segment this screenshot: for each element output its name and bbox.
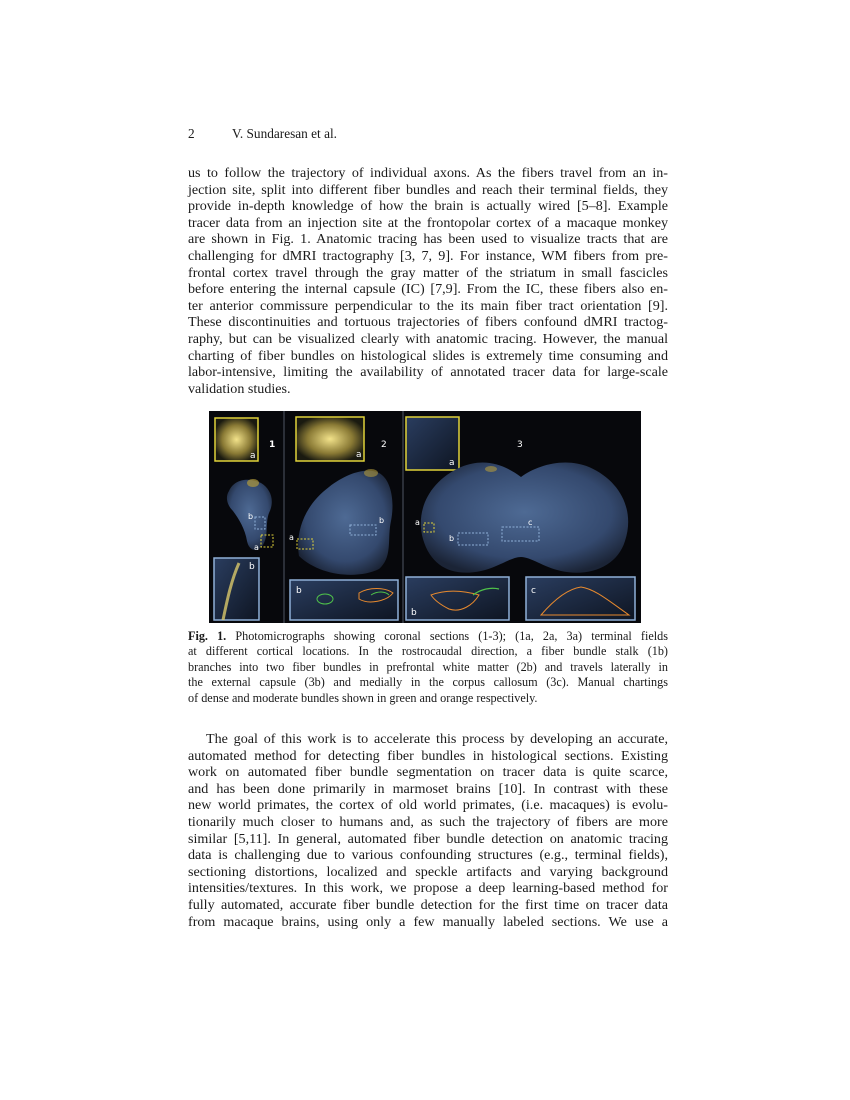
- inset-label: a: [449, 458, 455, 468]
- text-line: tionarily much closer to humans and, as such the trajectory of fibers are more: [188, 813, 668, 830]
- panel-divider: [283, 411, 285, 623]
- text-line: jection site, split into different fiber bundles and reach their terminal fields, they: [188, 181, 668, 198]
- running-header: [188, 126, 337, 142]
- inset-label: a: [356, 450, 362, 460]
- box-label: b: [379, 516, 385, 525]
- panel-number: 1: [269, 440, 276, 450]
- text-line: new world primates, the cortex of old world primates, (i.e. macaques) is evolu-: [188, 797, 668, 814]
- box-label: a: [254, 543, 259, 552]
- text-line: us to follow the trajectory of individual axons. As the fibers travel from an in-: [188, 165, 668, 181]
- box-label: a: [415, 518, 420, 527]
- text-line: challenging for dMRI tractography [3, 7, 9]. For instance, WM fibers from pre-: [188, 247, 668, 264]
- figure-1-svg: [209, 411, 641, 623]
- caption-line: of dense and moderate bundles shown in green and orange respectively.: [188, 690, 538, 705]
- text-line: frontal cortex travel through the gray matter of the striatum in small fascicles: [188, 264, 668, 281]
- inset-label: b: [296, 586, 302, 596]
- text-line: provide in-depth knowledge of how the brain is actually wired [5–8]. Example: [188, 198, 668, 215]
- text-line: sectioning distortions, localized and speckle artifacts and varying background: [188, 863, 668, 880]
- figure-1-caption: [188, 629, 668, 706]
- caption-line: at different cortical locations. In the rostrocaudal direction, a fiber bundle stalk (1b): [188, 644, 668, 659]
- text-line: work on automated fiber bundle segmentation on tracer data is quite scarce,: [188, 764, 668, 781]
- text-line: raphy, but can be visualized clearly with anatomic tracing. However, the manual: [188, 330, 668, 347]
- box-label: c: [528, 518, 533, 527]
- body-paragraph-2: [188, 731, 668, 930]
- body-paragraph-1: [188, 165, 668, 397]
- text-line: charting of fiber bundles on histological slides is extremely time consuming and: [188, 347, 668, 364]
- box-label: b: [449, 534, 455, 543]
- text-line: tracer data from an injection site at the frontopolar cortex of a macaque monkey: [188, 214, 668, 231]
- tracer-spot: [485, 466, 497, 472]
- text-line: are shown in Fig. 1. Anatomic tracing has been used to visualize tracts that are: [188, 231, 668, 248]
- panel-2: [289, 417, 398, 620]
- text-line: ter anterior commissure perpendicular to the its main fiber tract orientation [9].: [188, 297, 668, 314]
- panel-3: [406, 417, 635, 620]
- text-line: validation studies.: [188, 380, 291, 397]
- inset-label: b: [411, 608, 417, 618]
- tracer-spot: [247, 479, 259, 487]
- text-line: labor-intensive, limiting the availability of annotated tracer data for large-scale: [188, 364, 668, 381]
- caption-line: [188, 629, 668, 644]
- inset-3b: [406, 577, 509, 620]
- text-line: automated method for detecting fiber bundles in histological sections. Existing: [188, 747, 668, 764]
- text-line: similar [5,11]. In general, automated fiber bundle detection on anatomic tracing: [188, 830, 668, 847]
- text-line: and has been done primarily in marmoset brains [10]. In contrast with these: [188, 780, 668, 797]
- text-line: from macaque brains, using only a few manually labeled sections. We use a: [188, 913, 668, 930]
- caption-line: the external capsule (3b) and medially in the corpus callosum (3c). Manual chartings: [188, 675, 668, 690]
- panel-number: 3: [517, 440, 523, 450]
- text-line: data is challenging due to various confounding structures (e.g., terminal fields),: [188, 847, 668, 864]
- author-line: V. Sundaresan et al.: [232, 126, 337, 141]
- text-line: The goal of this work is to accelerate this process by developing an accurate,: [206, 731, 668, 747]
- panel-1: [214, 418, 275, 620]
- inset-2a: [296, 417, 364, 461]
- inset-label: b: [249, 562, 255, 572]
- caption-text: Photomicrographs showing coronal sections (1-3); (1a, 2a, 3a) terminal fields: [226, 629, 668, 643]
- inset-label: c: [531, 586, 536, 596]
- text-line: These discontinuities and tortuous trajectories of fibers confound dMRI tractog-: [188, 314, 668, 331]
- box-label: b: [248, 512, 254, 521]
- coronal-section-3: [421, 462, 628, 572]
- panel-divider: [402, 411, 404, 623]
- tracer-spot: [364, 469, 378, 477]
- text-line: fully automated, accurate fiber bundle detection for the first time on tracer data: [188, 896, 668, 913]
- caption-line: branches into two fiber bundles in prefrontal white matter (2b) and travels laterally in: [188, 659, 668, 674]
- figure-1-photomicrographs: [209, 411, 641, 623]
- panel-number: 2: [381, 440, 387, 450]
- text-line: intensities/textures. In this work, we propose a deep learning-based method for: [188, 880, 668, 897]
- page-number: 2: [188, 126, 195, 141]
- box-label: a: [289, 533, 294, 542]
- figure-label: Fig. 1.: [188, 629, 227, 643]
- text-line: before entering the internal capsule (IC) [7,9]. From the IC, these fibers also en-: [188, 281, 668, 298]
- inset-label: a: [250, 451, 256, 461]
